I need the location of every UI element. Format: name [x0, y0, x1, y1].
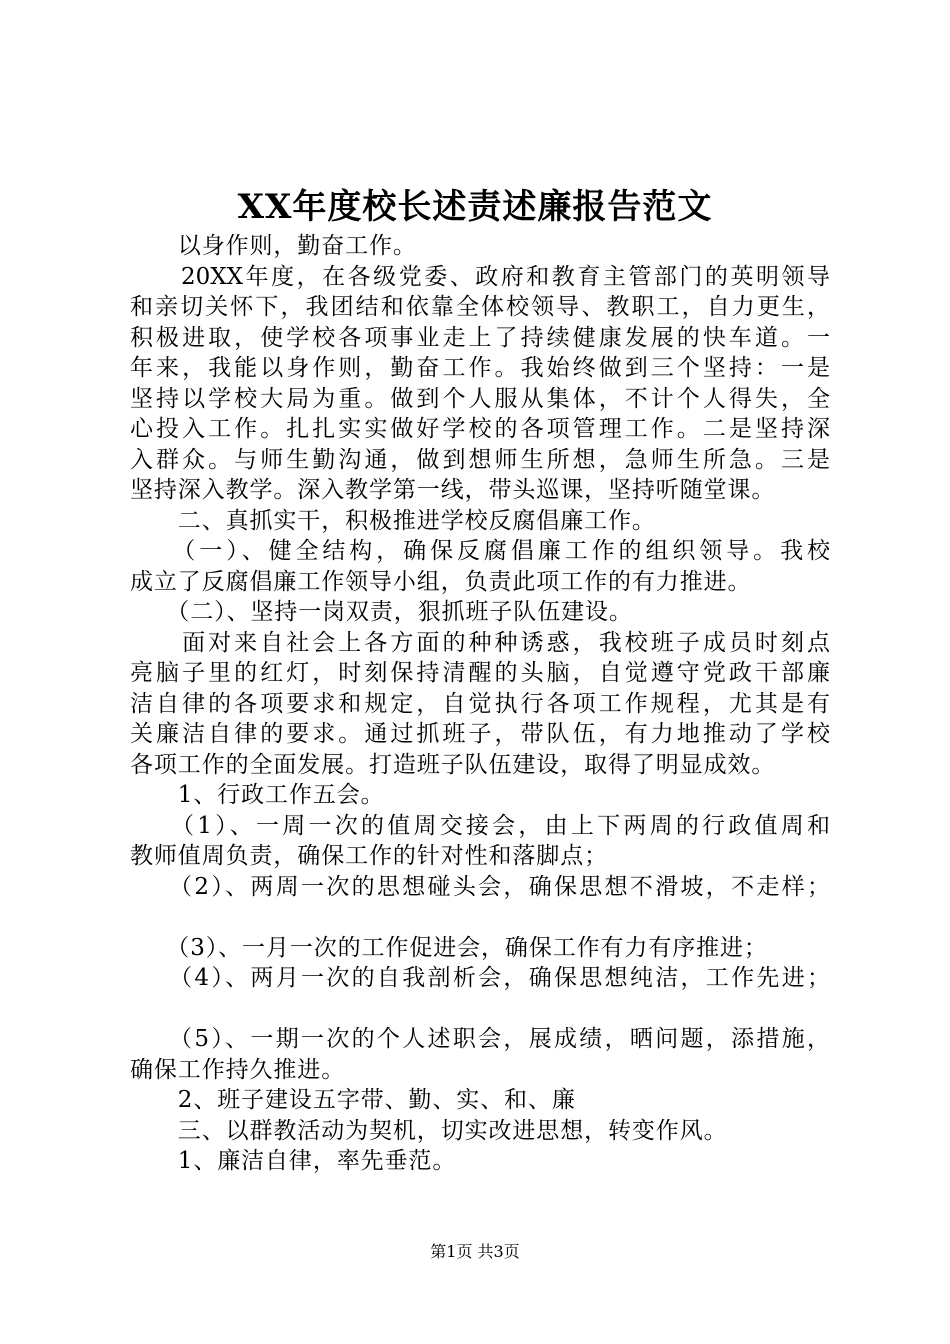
paragraph-line: 教师值周负责，确保工作的针对性和落脚点； [130, 843, 608, 869]
paragraph-line: 三、以群教活动为契机，切实改进思想，转变作风。 [130, 1117, 728, 1144]
page-footer: 第1页 共3页 [430, 1242, 520, 1261]
paragraph-line: （3）、一月一次的工作促进会，确保工作有力有序推进； [130, 934, 768, 961]
blank-line [130, 902, 830, 933]
paragraph-line: 2、班子建设五字带、勤、实、和、廉 [130, 1087, 576, 1113]
paragraph-line: （4）、两月一次的自我剖析会，确保思想纯洁，工作先进； [130, 965, 830, 991]
paragraph-line: 洁自律的各项要求和规定，自觉执行各项工作规程，尤其是有 [130, 690, 830, 717]
paragraph-line: 积极进取，使学校各项事业走上了持续健康发展的快车道。一 [130, 324, 830, 351]
paragraph-line: 各项工作的全面发展。打造班子队伍建设，取得了明显成效。 [130, 751, 776, 778]
paragraph-line: （二）、坚持一岗双责，狠抓班子队伍建设。 [130, 599, 633, 625]
paragraph-line: 1、行政工作五会。 [130, 782, 385, 808]
paragraph-line: 确保工作持久推进。 [130, 1056, 346, 1083]
paragraph-line: （2）、两周一次的思想碰头会，确保思想不滑坡，不走样； [130, 873, 830, 900]
document-title: XX年度校长述责述廉报告范文 [237, 187, 713, 227]
paragraph-line: 1、廉洁自律，率先垂范。 [130, 1148, 457, 1174]
paragraph-line: 二、真抓实干，积极推进学校反腐倡廉工作。 [130, 507, 656, 534]
paragraph-line: 20XX年度，在各级党委、政府和教育主管部门的英明领导 [130, 263, 830, 290]
paragraph-line: 成立了反腐倡廉工作领导小组，负责此项工作的有力推进。 [130, 568, 752, 595]
paragraph-line: 和亲切关怀下，我团结和依靠全体校领导、教职工，自力更生， [130, 294, 830, 320]
paragraph-line: 坚持深入教学。深入教学第一线，带头巡课，坚持听随堂课。 [130, 477, 776, 503]
blank-line [130, 994, 830, 1025]
paragraph-line: （一）、健全结构，确保反腐倡廉工作的组织领导。我校 [130, 538, 830, 564]
paragraph-line: 以身作则，勤奋工作。 [130, 233, 417, 259]
paragraph-line: 年来，我能以身作则，勤奋工作。我始终做到三个坚持：一是 [130, 355, 830, 381]
paragraph-line: 面对来自社会上各方面的种种诱惑，我校班子成员时刻点 [130, 629, 830, 656]
paragraph-line: 坚持以学校大局为重。做到个人服从集体，不计个人得失，全 [130, 385, 830, 412]
document-body [130, 231, 830, 1177]
paragraph-line: 关廉洁自律的要求。通过抓班子，带队伍，有力地推动了学校 [130, 721, 830, 747]
paragraph-line: 亮脑子里的红灯，时刻保持清醒的头脑，自觉遵守党政干部廉 [130, 660, 830, 686]
paragraph-line: （1）、一周一次的值周交接会，由上下两周的行政值周和 [130, 812, 830, 839]
paragraph-line: 心投入工作。扎扎实实做好学校的各项管理工作。二是坚持深 [130, 416, 830, 442]
paragraph-line: （5）、一期一次的个人述职会，展成绩，晒问题，添措施， [130, 1026, 830, 1052]
paragraph-line: 入群众。与师生勤沟通，做到想师生所想，急师生所急。三是 [130, 446, 830, 473]
